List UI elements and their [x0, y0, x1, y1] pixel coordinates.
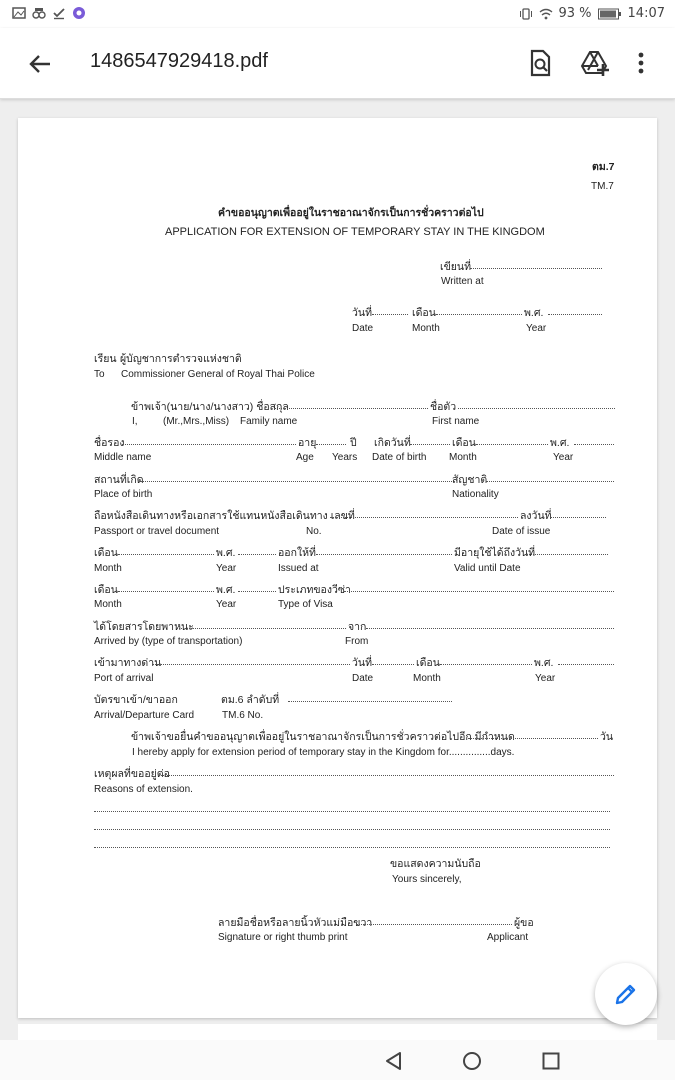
pob-en: Place of birth	[94, 489, 153, 500]
middle-name-field	[122, 444, 296, 445]
app-icon	[32, 6, 46, 20]
form-code-thai: ตม.7	[592, 161, 615, 173]
valid-en: Valid until Date	[454, 563, 521, 574]
written-at-field	[470, 268, 602, 269]
app-bar	[0, 28, 675, 99]
edit-button[interactable]	[595, 963, 657, 1025]
navigation-bar	[0, 1040, 675, 1080]
birth-year-thai: พ.ศ.	[550, 437, 570, 449]
days-field	[468, 738, 598, 739]
first-name-thai: ชื่อตัว	[430, 401, 457, 413]
visa-year-field	[238, 591, 276, 592]
first-name-field	[458, 408, 615, 409]
issued-at-field	[316, 554, 452, 555]
back-arrow-icon[interactable]	[24, 48, 56, 80]
from-thai: จาก	[348, 621, 367, 633]
arrived-en: Arrived by (type of transportation)	[94, 636, 243, 647]
check-icon	[52, 6, 66, 20]
i-en: I,	[132, 416, 138, 427]
years-en: Years	[332, 452, 358, 463]
month-field	[436, 314, 522, 315]
title-options-en: (Mr.,Mrs.,Miss)	[163, 416, 230, 427]
years-unit-thai: ปี	[350, 437, 357, 449]
date-thai: วันที่	[352, 307, 372, 319]
arrival-date-en: Date	[352, 673, 374, 684]
written-at-en: Written at	[441, 276, 484, 287]
birth-date-field	[410, 444, 450, 445]
signature-en: Signature or right thumb print	[218, 932, 348, 943]
passport-thai: ถือหนังสือเดินทางหรือเอกสารใช้แทนหนังสือเดินทาง เลขที่	[94, 510, 355, 522]
more-options-icon[interactable]	[626, 48, 656, 78]
family-name-field	[274, 408, 428, 409]
age-en: Age	[296, 452, 314, 463]
form-title-en: APPLICATION FOR EXTENSION OF TEMPORARY STAY IN THE KINGDOM	[165, 226, 545, 238]
issue-month-field	[118, 554, 214, 555]
issue-year-field	[238, 554, 276, 555]
birth-month-thai: เดือน	[452, 437, 476, 449]
visa-year-en: Year	[216, 599, 237, 610]
applicant-en: Applicant	[487, 932, 529, 943]
i-thai: ข้าพเจ้า(นาย/นาง/นางสาว) ชื่อสกุล	[131, 401, 289, 413]
tm6-number-field	[288, 701, 452, 702]
issue-date-en: Date of issue	[492, 526, 551, 537]
birth-year-en: Year	[553, 452, 574, 463]
system-icons	[519, 6, 666, 21]
born-thai: เกิดวันที่	[374, 437, 411, 449]
issue-month-en: Month	[94, 563, 122, 574]
days-thai: วัน	[600, 731, 614, 743]
clock: 14:07	[627, 6, 665, 21]
pob-thai: สถานที่เกิด	[94, 474, 144, 486]
arrival-date-thai: วันที่	[352, 657, 372, 669]
passport-no-en: No.	[306, 526, 322, 537]
tm6-thai: ตม.6 ลำดับที่	[221, 694, 280, 706]
reason-field-2	[94, 811, 610, 812]
age-thai: อายุ	[298, 437, 317, 449]
pob-field	[140, 481, 452, 482]
dated-thai: ลงวันที่	[520, 510, 552, 522]
issued-en: Issued at	[278, 563, 319, 574]
find-in-document-icon[interactable]	[525, 48, 555, 78]
arrival-month-thai: เดือน	[416, 657, 440, 669]
app-badge-icon	[72, 6, 86, 20]
month-thai: เดือน	[412, 307, 436, 319]
nav-back-icon[interactable]	[384, 1051, 404, 1071]
nationality-en: Nationality	[452, 489, 499, 500]
transport-field	[176, 628, 346, 629]
image-icon	[12, 6, 26, 20]
to-en: Commissioner General of Royal Thai Police	[121, 369, 315, 380]
date-en: Date	[352, 323, 374, 334]
port-field	[152, 664, 350, 665]
arrival-date-field	[372, 664, 414, 665]
year-thai: พ.ศ.	[524, 307, 544, 319]
issue-year-en: Year	[216, 563, 237, 574]
status-bar	[0, 0, 675, 28]
from-en: From	[345, 636, 369, 647]
arrival-year-thai: พ.ศ.	[534, 657, 554, 669]
notification-icons	[12, 6, 86, 20]
to-thai: ผู้บัญชาการตำรวจแห่งชาติ	[120, 353, 242, 365]
issued-thai: ออกให้ที่	[278, 547, 316, 559]
dob-en: Date of birth	[372, 452, 427, 463]
valid-thai: มีอายุใช้ได้ถึงวันที่	[454, 547, 536, 559]
apply-thai: ข้าพเจ้าขอยื่นคำขออนุญาตเพื่ออยู่ในราชอาณาจักรเป็นการชั่วคราวต่อไปอีก มีกำหนด	[131, 731, 515, 743]
nav-recents-icon[interactable]	[541, 1051, 561, 1071]
age-field	[316, 444, 346, 445]
visa-month-en: Month	[94, 599, 122, 610]
birth-year-field	[574, 444, 614, 445]
arrival-year-field	[558, 664, 614, 665]
written-at-thai: เขียนที่	[440, 261, 472, 273]
nav-home-icon[interactable]	[462, 1051, 482, 1071]
visa-type-field	[344, 591, 614, 592]
apply-en: I hereby apply for extension period of temporary stay in the Kingdom for...............days.	[132, 747, 515, 758]
visa-type-en: Type of Visa	[278, 599, 333, 610]
form-title-thai: คำขออนุญาตเพื่ออยู่ในราชอาณาจักรเป็นการชั่วคราวต่อไป	[218, 207, 484, 219]
issue-date-field	[550, 517, 606, 518]
to-label-en: To	[94, 369, 105, 380]
visa-month-field	[118, 591, 214, 592]
wifi-icon	[539, 7, 553, 21]
reason-thai: เหตุผลที่ขออยู่ต่อ	[94, 768, 170, 780]
middle-name-en: Middle name	[94, 452, 152, 463]
date-field	[372, 314, 408, 315]
birth-month-field	[476, 444, 548, 445]
to-label-thai: เรียน	[94, 353, 117, 365]
year-field	[548, 314, 602, 315]
port-en: Port of arrival	[94, 673, 154, 684]
applicant-thai: ผู้ขอ	[514, 917, 534, 929]
arrived-thai: ได้โดยสารโดยพาหนะ	[94, 621, 194, 633]
valid-until-field	[526, 554, 608, 555]
passport-no-field	[330, 517, 518, 518]
arrival-month-en: Month	[413, 673, 441, 684]
passport-en: Passport or travel document	[94, 526, 220, 537]
signature-field	[356, 924, 512, 925]
battery-percent: 93 %	[558, 6, 592, 21]
card-thai: บัตรขาเข้า/ขาออก	[94, 694, 178, 706]
issue-month-thai: เดือน	[94, 547, 118, 559]
visa-year-thai: พ.ศ.	[216, 584, 236, 596]
month-en: Month	[412, 323, 440, 334]
sincerely-en: Yours sincerely,	[392, 874, 462, 885]
document-title: 1486547929418.pdf	[90, 50, 268, 72]
reason-field-4	[94, 847, 610, 848]
tm6-en: TM.6 No.	[222, 710, 264, 721]
reason-field-1	[158, 775, 614, 776]
family-name-en: Family name	[240, 416, 298, 427]
from-field	[366, 628, 614, 629]
first-name-en: First name	[432, 416, 480, 427]
battery-icon	[598, 8, 622, 20]
birth-month-en: Month	[449, 452, 477, 463]
middle-name-thai: ชื่อรอง	[94, 437, 125, 449]
arrival-year-en: Year	[535, 673, 556, 684]
sincerely-thai: ขอแสดงความนับถือ	[390, 858, 481, 870]
issue-year-thai: พ.ศ.	[216, 547, 236, 559]
card-en: Arrival/Departure Card	[94, 710, 195, 721]
pencil-icon	[613, 981, 639, 1007]
reason-field-3	[94, 829, 610, 830]
arrival-month-field	[440, 664, 532, 665]
visa-month-thai: เดือน	[94, 584, 118, 596]
form-code-en: TM.7	[591, 181, 614, 192]
nationality-thai: สัญชาติ	[452, 474, 488, 486]
vibrate-icon	[519, 7, 533, 21]
add-to-drive-icon[interactable]	[580, 48, 610, 78]
nationality-field	[486, 481, 614, 482]
year-en: Year	[526, 323, 547, 334]
pdf-page	[18, 118, 657, 1018]
port-thai: เข้ามาทางด่าน	[94, 657, 162, 669]
visa-type-thai: ประเภทของวีซ่า	[278, 584, 351, 596]
reason-en: Reasons of extension.	[94, 784, 193, 795]
signature-thai: ลายมือชื่อหรือลายนิ้วหัวแม่มือขวา	[218, 917, 373, 929]
